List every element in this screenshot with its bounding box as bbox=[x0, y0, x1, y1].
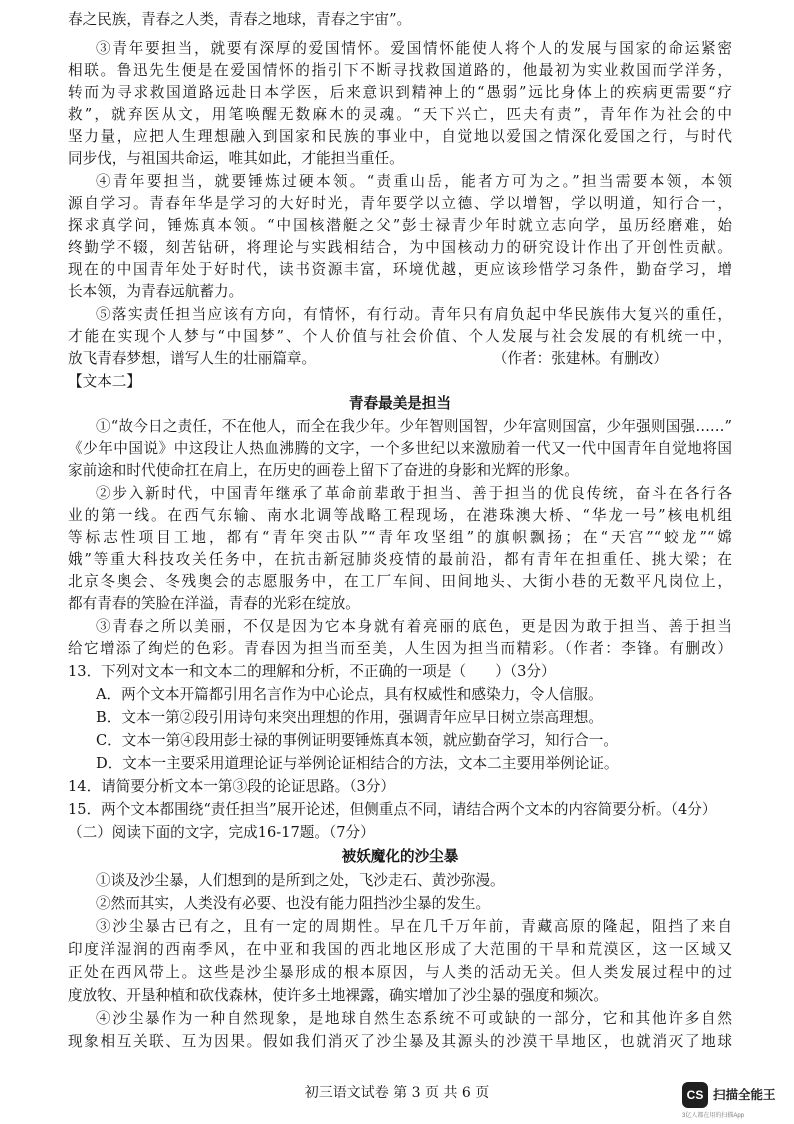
text-line: ③沙尘暴古已有之，且有一定的周期性。早在几千万年前，青藏高原的隆起，阻挡了来自 bbox=[96, 918, 732, 935]
text-line: 业的第一线。在西气东输、南水北调等战略工程现场，在港珠澳大桥、“华龙一号”核电机组 bbox=[68, 507, 732, 524]
text-line: 相联。鲁迅先生便是在爱国情怀的指引下不断寻找救国道路的，他最初为实业救国而学洋务， bbox=[68, 62, 732, 79]
question-13: 13．下列对文本一和文本二的理解和分析，不正确的一项是（ ）（3分） bbox=[68, 663, 556, 680]
text-line: 现象相互关联、互为因果。假如我们消灭了沙尘暴及其源头的沙漠干旱地区，也就消灭了地球 bbox=[68, 1033, 732, 1050]
text-line: 源自学习。青春年华是学习的大好时光，青年要学以立德、学以增智，学以明道，知行合一， bbox=[68, 195, 732, 212]
text-line: 探求真学问，锤炼真本领。“中国核潜艇之父”彭士禄青少年时就立志向学，虽历经磨难，始 bbox=[68, 217, 732, 234]
scanner-tagline: 3亿人都在用的扫描App bbox=[682, 1113, 745, 1119]
text-line: ⑤落实责任担当应该有方向，有情怀，有行动。青年只有肩负起中华民族伟大复兴的重任， bbox=[96, 306, 732, 323]
scanner-watermark bbox=[682, 1082, 782, 1118]
text-line: ①谈及沙尘暴，人们想到的是所到之处，飞沙走石、黄沙弥漫。 bbox=[96, 872, 505, 889]
text-line: 坚力量，应把人生理想融入到国家和民族的事业中，自觉地以爱国之情深化爱国之行，与时代 bbox=[68, 128, 732, 145]
text-line: 放飞青春梦想，谱写人生的壮丽篇章。 bbox=[68, 350, 317, 367]
text-line: 北京冬奥会、冬残奥会的志愿服务中，在工厂车间、田间地头、大街小巷的无数平凡岗位上， bbox=[68, 573, 732, 590]
text-line: ④青年要担当，就要锤炼过硬本领。“责重山岳，能者方可为之。”担当需要本领，本领 bbox=[96, 173, 732, 190]
author-credit: （作者：张建林。有删改） bbox=[492, 350, 668, 367]
text-line: 家前途和时代使命扛在肩上，在历史的画卷上留下了奋进的身影和光辉的形象。 bbox=[68, 462, 579, 479]
text-line: 同步伐，与祖国共命运，唯其如此，才能担当重任。 bbox=[68, 150, 404, 167]
text-line: ①“故今日之责任，不在他人，而全在我少年。少年智则国智，少年富则国富，少年强则国强……” bbox=[96, 418, 732, 435]
option-c: C．文本一第④段用彭士禄的事例证明要锤炼真本领，就应勤奋学习，知行合一。 bbox=[96, 732, 618, 749]
text-line: 印度洋湿润的西南季风，在中亚和我国的西北地区形成了大范围的干旱和荒漠区，这一区域又 bbox=[68, 941, 732, 958]
text-line: ④沙尘暴作为一种自然现象，是地球自然生态系统不可或缺的一部分，它和其他许多自然 bbox=[96, 1010, 732, 1027]
text-line: 现在的中国青年处于好时代，读书资源丰富，环境优越，更应该珍惜学习条件，勤奋学习，增 bbox=[68, 261, 732, 278]
text-line: ③青年要担当，就要有深厚的爱国情怀。爱国情怀能使人将个人的发展与国家的命运紧密 bbox=[96, 40, 732, 57]
article-title: 被妖魔化的沙尘暴 bbox=[341, 848, 459, 865]
text-line: 正处在西风带上。这些是沙尘暴形成的根本原因，与人类的活动无关。但人类发展过程中的过 bbox=[68, 964, 732, 981]
text-line: 转而为寻求救国道路远赴日本学医，后来意识到精神上的“愚弱”远比身体上的疾病更需要“疗 bbox=[68, 84, 732, 101]
question-14: 14．请简要分析文本一第③段的论证思路。（3分） bbox=[68, 778, 396, 795]
text-line: ②然而其实，人类没有必要、也没有能力阻挡沙尘暴的发生。 bbox=[96, 895, 491, 912]
text-line: ②步入新时代，中国青年继承了革命前辈敢于担当、善于担当的优良传统，奋斗在各行各 bbox=[96, 485, 732, 502]
text-line: ③青春之所以美丽，不仅是因为它本身就有着亮丽的底色，更是因为敢于担当、善于担当 bbox=[96, 618, 732, 635]
option-d: D．文本一主要采用道理论证与举例论证相结合的方法，文本二主要用举例论证。 bbox=[96, 755, 619, 772]
text-line: 终勤学不辍，刻苦钻研，将理论与实践相结合，为中国核动力的研究设计作出了开创性贡献。 bbox=[68, 239, 732, 256]
scanner-logo-icon: CS bbox=[682, 1082, 708, 1108]
text-line: 度放牧、开垦种植和砍伐森林，使许多土地裸露，确实增加了沙尘暴的强度和频次。 bbox=[68, 987, 608, 1004]
section-heading: （二）阅读下面的文字，完成16-17题。（7分） bbox=[68, 824, 375, 841]
option-a: A．两个文本开篇都引用名言作为中心论点，具有权威性和感染力，令人信服。 bbox=[96, 686, 603, 703]
text-line: 等标志性项目工地，都有“青年突击队”“青年攻坚组”的旗帜飘扬；在“天宫”“蛟龙”“嫦 bbox=[68, 529, 732, 546]
text-line: 春之民族，青春之人类，青春之地球，青春之宇宙”。 bbox=[68, 11, 412, 28]
text-line: 长本领，为青春远航蓄力。 bbox=[68, 283, 244, 300]
scanner-app-name: 扫描全能王 bbox=[713, 1088, 776, 1102]
text-line: 都有青春的笑脸在洋溢，青春的光彩在绽放。 bbox=[68, 595, 360, 612]
section-label: 【文本二】 bbox=[68, 373, 141, 390]
option-b: B．文本一第②段引用诗句来突出理想的作用，强调青年应早日树立崇高理想。 bbox=[96, 709, 603, 726]
article-title: 青春最美是担当 bbox=[348, 395, 452, 412]
text-line: 《少年中国说》中这段让人热血沸腾的文字，一个多世纪以来激励着一代又一代中国青年自觉地将国 bbox=[68, 440, 732, 457]
question-15: 15．两个文本都围绕“责任担当”展开论述，但侧重点不同，请结合两个文本的内容简要分析。（4分） bbox=[68, 801, 717, 818]
text-line: 给它增添了绚烂的色彩。青春因为担当而至美，人生因为担当而精彩。（作者：李锋。有删改） bbox=[68, 640, 732, 657]
text-line: 救”，就弃医从文，用笔唤醒无数麻木的灵魂。“天下兴亡，匹夫有责”，青年作为社会的中 bbox=[68, 106, 732, 123]
text-line: 才能在实现个人梦与“中国梦”、个人价值与社会价值、个人发展与社会发展的有机统一中， bbox=[68, 328, 732, 345]
page-footer: 初三语文试卷 第 3 页 共 6 页 bbox=[304, 1085, 490, 1101]
text-line: 娥”等重大科技攻关任务中，在抗击新冠肺炎疫情的最前沿，都有青年在担重任、挑大梁；在 bbox=[68, 551, 732, 568]
